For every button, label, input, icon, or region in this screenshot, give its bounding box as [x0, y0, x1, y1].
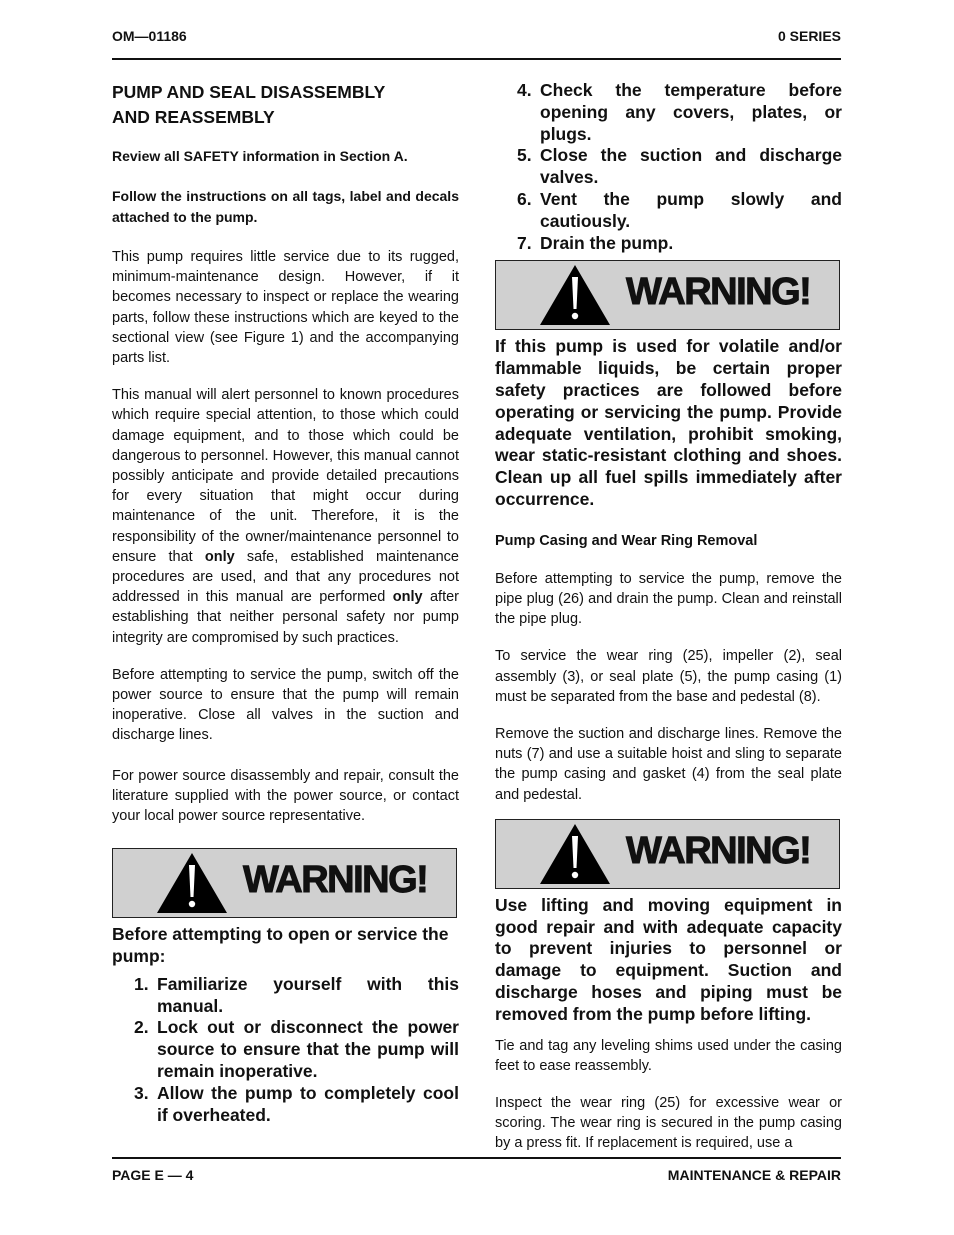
remove-lines-paragraph: Remove the suction and discharge lines. Remove the nuts (7) and use a suitable hoist and sling to separate the pump casing and gasket (4) from the seal plate and pedestal.: [495, 725, 842, 803]
warning-label: WARNING!: [243, 859, 428, 902]
series-label: 0 SERIES: [777, 28, 841, 44]
flammable-warning-text: If this pump is used for volatile and/or flammable liquids, be certain proper safety practices are followed before operating or servicing the pump. Provide adequate ventilation, prohibit smoking, wear static-resistant clothing and shoes. Clean up all fuel spills immediately after occurrence.: [495, 336, 842, 509]
shims-paragraph: Tie and tag any leveling shims used under the casing feet to ease reassembly.: [495, 1037, 842, 1074]
tags-note: Follow the instructions on all tags, label and decals attached to the pump.: [112, 188, 459, 225]
warning-banner: [495, 260, 840, 330]
header-rule: [112, 58, 841, 60]
footer-rule: [112, 1157, 841, 1159]
warning-triangle-icon: [538, 263, 612, 327]
list-item: 2. Lock out or disconnect the power source to ensure that the pump will remain inoperative.: [134, 1017, 459, 1082]
power-source-paragraph: For power source disassembly and repair, consult the literature supplied with the power source, or contact your local power source representative.: [112, 767, 459, 825]
lifting-warning-text: Use lifting and moving equipment in good repair and with adequate capacity to prevent injuries to personnel or damage to equipment. Suction and discharge hoses and piping must be removed from the pump before lifting.: [495, 894, 842, 1024]
safety-note: Review all SAFETY information in Section A.: [112, 148, 408, 164]
safety-steps-list-continued: [495, 80, 842, 254]
page-footer: [112, 1167, 841, 1183]
warning-label: WARNING!: [626, 829, 811, 872]
list-item: 1. Familiarize yourself with this manual.: [134, 973, 459, 1016]
safety-steps-list: [112, 974, 459, 1127]
responsibility-paragraph: This manual will alert personnel to known procedures which require special attention, to those which could damage equipment, and to those which could be dangerous to personnel. However, this manual cannot possibly anticipate and provide detailed precautions for every situation that might occur during maintenance of the unit. Therefore, it is the responsibility of the owner/maintenance personnel to ensure that only safe, established maintenance procedures are used, and that any procedures not addressed in this manual are performed only after establishing that neither personal safety nor pump integrity are compromised by such practices.: [112, 387, 459, 646]
drain-paragraph: Before attempting to service the pump, remove the pipe plug (26) and drain the pump. Clean and reinstall the pipe plug.: [495, 570, 842, 628]
separation-paragraph: To service the wear ring (25), impeller (2), seal assembly (3), or seal plate (5), the pump casing (1) must be separated from the base and pedestal (8).: [495, 648, 842, 705]
list-item: 4. Check the temperature before opening any covers, plates, or plugs.: [517, 80, 842, 144]
right-column: [495, 80, 842, 1171]
subsection-title: Pump Casing and Wear Ring Removal: [495, 532, 758, 549]
list-item: 3. Allow the pump to completely cool if overheated.: [134, 1082, 459, 1125]
page-header: [112, 28, 841, 44]
warning-triangle-icon: [538, 822, 612, 886]
warning-banner: [112, 848, 457, 918]
power-off-paragraph: Before attempting to service the pump, switch off the power source to ensure that the pump will remain inoperative. Close all valves in the suction and discharge lines.: [112, 666, 459, 744]
warning-intro: Before attempting to open or service the pump:: [112, 924, 449, 967]
list-item: 7. Drain the pump.: [517, 232, 674, 253]
warning-label: WARNING!: [626, 271, 811, 314]
intro-paragraph: This pump requires little service due to its rugged, minimum-maintenance design. However, if it becomes necessary to inspect or replace the wearing parts, follow these instructions which are keyed to the sectional view (see Figure 1) and the accompanying parts list.: [112, 249, 459, 367]
left-column: [112, 80, 459, 1126]
section-name: MAINTENANCE & REPAIR: [667, 1167, 841, 1183]
warning-banner: [495, 819, 840, 889]
section-title: PUMP AND SEAL DISASSEMBLY AND REASSEMBLY: [112, 82, 386, 127]
wear-ring-paragraph: Inspect the wear ring (25) for excessive wear or scoring. The wear ring is secured in the pump casing by a press fit. If replacement is required, use a: [495, 1094, 842, 1152]
manual-number: OM—01186: [112, 28, 187, 44]
warning-triangle-icon: [155, 851, 229, 915]
list-item: 6. Vent the pump slowly and cautiously.: [517, 188, 842, 231]
list-item: 5. Close the suction and discharge valves.: [517, 145, 842, 188]
page-number: PAGE E — 4: [112, 1167, 194, 1183]
